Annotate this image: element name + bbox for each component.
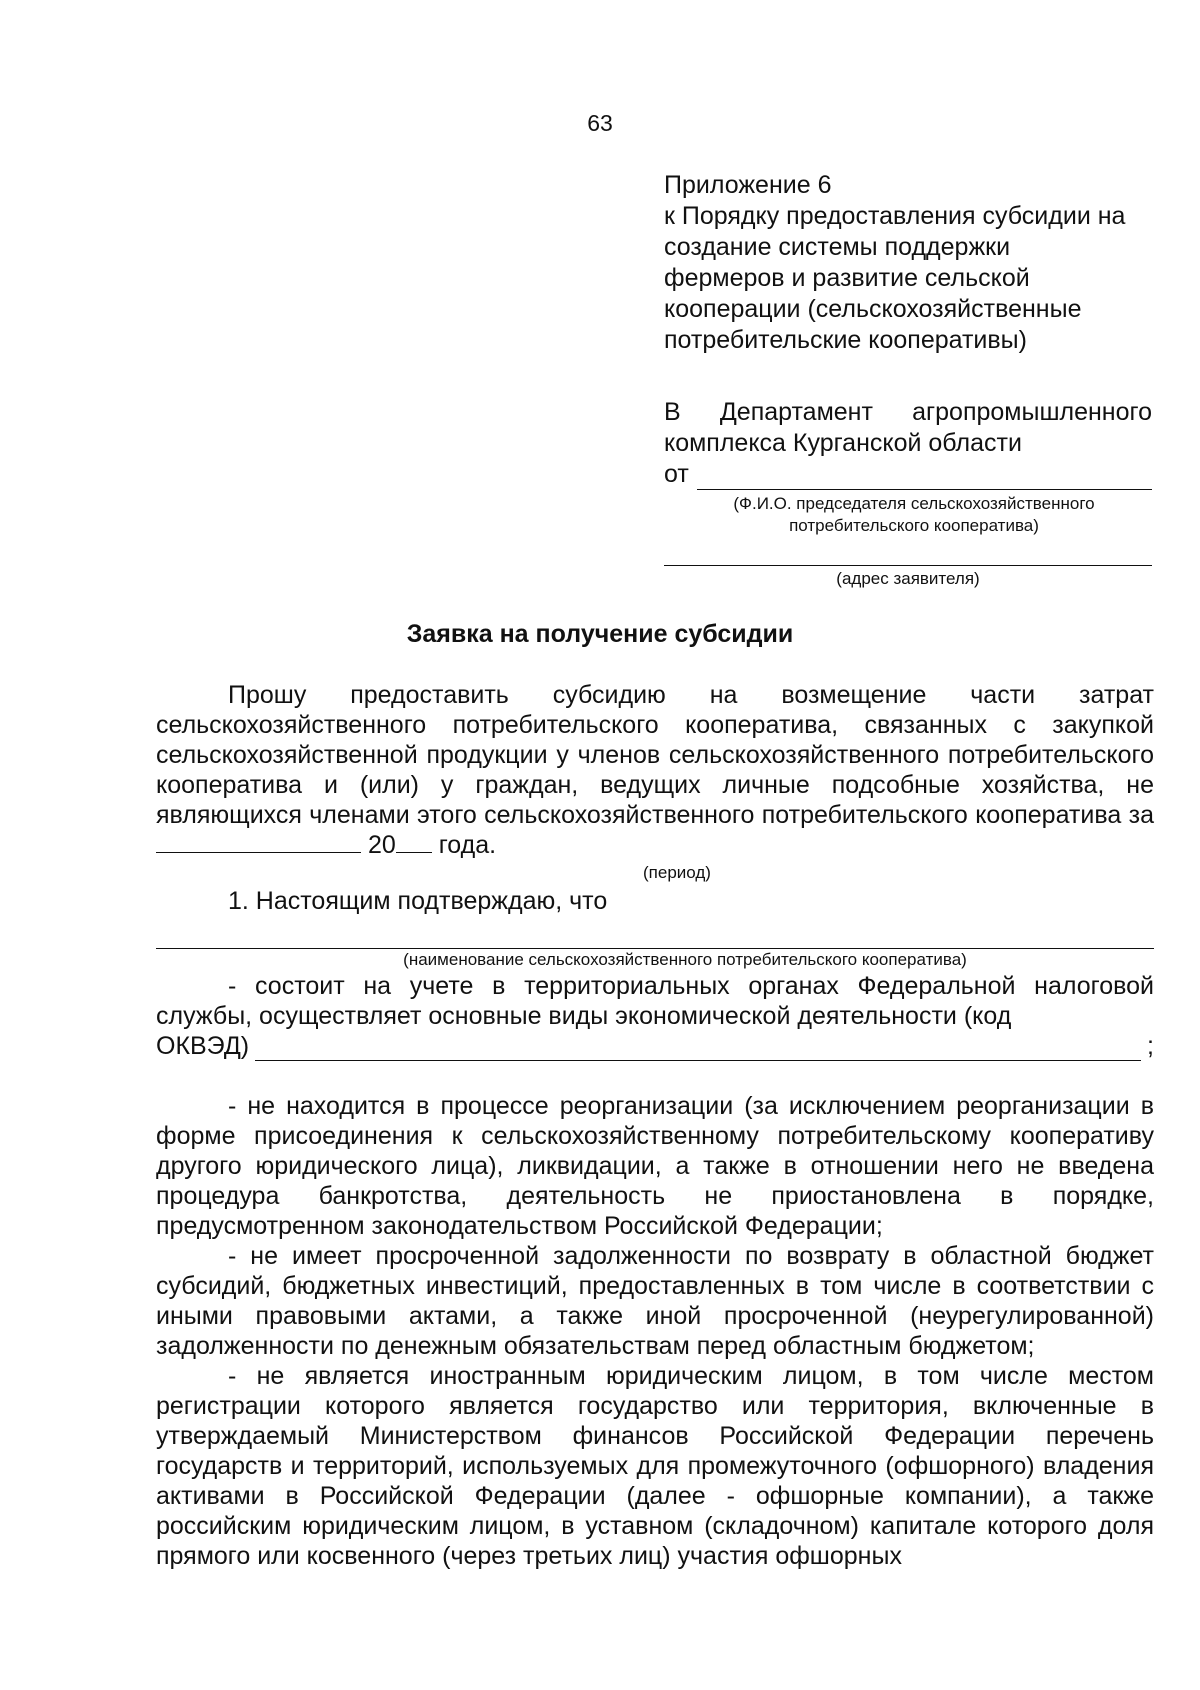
okved-row — [156, 1031, 1154, 1061]
organization-name-field[interactable] — [156, 920, 1154, 949]
okved-end: ; — [1147, 1032, 1154, 1060]
fio-field[interactable] — [697, 465, 1152, 490]
request-paragraph — [156, 680, 1154, 860]
appendix-line: Приложение 6 — [664, 171, 832, 199]
fio-caption-line-1: (Ф.И.О. председателя сельскохозяйственного — [733, 494, 1095, 513]
okved-field[interactable] — [255, 1038, 1141, 1061]
appendix-header — [664, 170, 1150, 356]
period-field[interactable] — [156, 832, 361, 853]
organization-caption: (наименование сельскохозяйственного потребительского кооператива) — [403, 950, 967, 969]
addressee-line-2: комплекса Курганской области — [664, 429, 1022, 457]
addressee-block — [664, 397, 1152, 590]
tax-clause: - состоит на учете в территориальных органах Федеральной налоговой службы, осуществляет основные виды экономической деятельности (код — [156, 972, 1154, 1030]
addressee-line-1: В Департамент агропромышленного — [664, 398, 1152, 426]
document-body — [156, 680, 1154, 1571]
page-number: 63 — [587, 110, 613, 136]
okved-label: ОКВЭД) — [156, 1032, 250, 1060]
appendix-line: потребительские кооперативы) — [664, 326, 1027, 354]
year-field[interactable] — [396, 832, 432, 853]
reorganization-clause: - не находится в процессе реорганизации (за исключением реорганизации в форме присоединения к сельскохозяйственному потребительскому кооперативу другого юридического лица), ликвидации, а также в отношении него не введена процедура банкротства, деятельность не приостановлена в порядке, предусмотренном законодательством Российской Федерации; — [156, 1092, 1154, 1240]
year-prefix: 20 — [367, 831, 396, 859]
period-caption: (период) — [643, 863, 711, 882]
debt-clause: - не имеет просроченной задолженности по возврату в областной бюджет субсидий, бюджетных инвестиций, предоставленных в том числе в соответствии с иными правовыми актами, а также иной просроченной (неурегулированной) задолженности по денежным обязательствам перед областным бюджетом; — [156, 1242, 1154, 1360]
from-label: от — [664, 460, 689, 488]
foreign-entity-clause: - не является иностранным юридическим лицом, в том числе местом регистрации которого является государство или территория, включенные в утверждаемый Министерством финансов Российской Федерации перечень государств и территорий, используемых для промежуточного (офшорного) владения активами в Российской Федерации (далее - офшорные компании), а также российским юридическим лицом, в уставном (складочном) капитале которого доля прямого или косвенного (через третьих лиц) участия офшорных — [156, 1362, 1154, 1570]
appendix-line: к Порядку предоставления субсидии на — [664, 202, 1126, 230]
appendix-line: кооперации (сельскохозяйственные — [664, 295, 1082, 323]
from-row — [664, 459, 1152, 490]
spacer — [156, 1061, 1154, 1091]
year-suffix: года. — [438, 831, 497, 859]
fio-caption — [676, 493, 1152, 537]
document-title: Заявка на получение субсидии — [406, 620, 794, 648]
confirm-line: 1. Настоящим подтверждаю, что — [228, 887, 608, 915]
address-field[interactable] — [664, 537, 1152, 566]
fio-caption-line-2: потребительского кооператива) — [789, 516, 1039, 535]
appendix-line: создание системы поддержки — [664, 233, 1011, 261]
address-caption: (адрес заявителя) — [836, 569, 980, 588]
appendix-line: фермеров и развитие сельской — [664, 264, 1030, 292]
request-text: Прошу предоставить субсидию на возмещение части затрат сельскохозяйственного потребительского кооператива, связанных с закупкой сельскохозяйственной продукции у членов сельскохозяйственного потребительского кооператива и (или) у граждан, ведущих личные подсобные хозяйства, не являющихся членами этого сельскохозяйственного потребительского кооператива за — [156, 681, 1154, 829]
